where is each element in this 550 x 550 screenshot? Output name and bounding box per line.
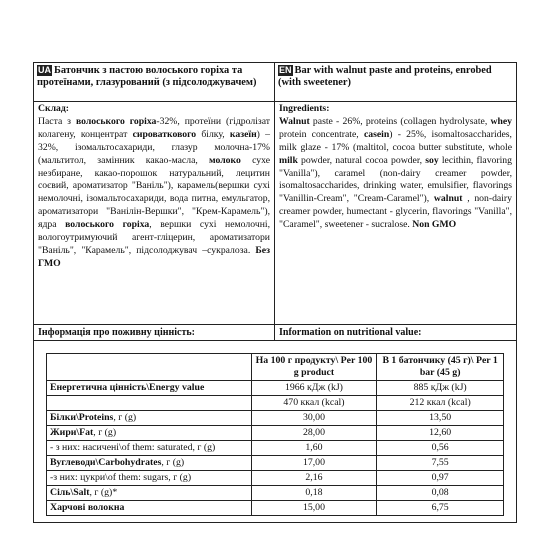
- value-per-100g: 28,00: [251, 426, 377, 441]
- nutrition-row-item: [47, 411, 504, 426]
- nutrient-label: [47, 501, 252, 516]
- nutrition-table: [46, 353, 504, 516]
- value-per-100g: 470 ккал (kcal): [251, 396, 377, 411]
- en-lang-badge: EN: [279, 65, 292, 75]
- nutrient-label: [47, 426, 252, 441]
- allergen-highlight: casein: [363, 128, 390, 140]
- nutrient-unit: -з них: цукри\of them: sugars, г (g): [50, 472, 192, 483]
- nutrient-label: [47, 486, 252, 501]
- allergen-highlight: казеїн: [229, 128, 257, 140]
- value-per-bar: 0,56: [377, 441, 504, 456]
- nutrient-name: Вуглеводи\Carbohydrates: [50, 457, 162, 468]
- nutrition-row-item: [47, 486, 504, 501]
- ua-ingredients: [34, 102, 275, 324]
- nutrient-unit: , г (g): [113, 412, 137, 423]
- value-per-bar: 885 кДж (kJ): [377, 381, 504, 396]
- label-sheet: [33, 62, 517, 523]
- per-bar-header: В 1 батончику (45 г)\ Per 1 bar (45 g): [377, 354, 504, 381]
- composition-segment: , вершки сухі немолочні, вологоутримуючий агент-гліцерин, ароматизатори "Ваніль", "Карамель", підсолоджувач –сукралоза.: [38, 219, 270, 256]
- nutrition-row-item: [47, 501, 504, 516]
- title-row: [34, 63, 516, 102]
- ua-title: Батончик з пастою волоського горіха та протеїнами, глазурований (з підсолоджувачем): [37, 65, 257, 89]
- nutrient-unit: , г (g): [93, 427, 117, 438]
- nutrient-name: Сіль\Salt: [50, 487, 90, 498]
- nutrient-name: Енергетична цінність\Energy value: [50, 382, 205, 393]
- value-per-100g: 30,00: [251, 411, 377, 426]
- nutrient-label: [47, 456, 252, 471]
- allergen-highlight: молоко: [209, 154, 241, 166]
- value-per-100g: 2,16: [251, 471, 377, 486]
- composition-segment: білку,: [196, 128, 230, 140]
- nutrition-row-item: [47, 471, 504, 486]
- ua-info-heading: Інформація про поживну цінність:: [34, 325, 275, 340]
- ua-title-cell: [34, 63, 275, 101]
- nutrition-row: [34, 341, 516, 522]
- nutrition-row-item: [47, 396, 504, 411]
- allergen-highlight: milk: [279, 154, 298, 166]
- en-composition-heading: Ingredients:: [279, 103, 330, 114]
- nutrition-header-blank: [47, 354, 252, 381]
- ingredients-row: [34, 102, 516, 325]
- nutrient-name: Білки\Proteins: [50, 412, 114, 423]
- composition-segment: ) – 32%, ізомальтосахариди, глазур молочна-17% (мальтитол, замінник какао-масла,: [38, 128, 270, 166]
- value-per-100g: 0,18: [251, 486, 377, 501]
- nutrient-label: [47, 441, 252, 456]
- nutrient-label: [47, 471, 252, 486]
- allergen-highlight: whey: [490, 115, 512, 127]
- nutrient-name: Жири\Fat: [50, 427, 94, 438]
- nutrient-unit: - з них: насичені\of them: saturated, г (g): [50, 442, 216, 453]
- composition-segment: protein concentrate,: [279, 128, 364, 140]
- composition-segment: paste - 26%, proteins (collagen hydrolysate,: [309, 115, 491, 127]
- value-per-100g: 17,00: [251, 456, 377, 471]
- composition-segment: ) - 25%, isomaltosaccharides, milk glaze - 17% (maltitol, cocoa butter substitute, whole: [279, 128, 512, 153]
- en-composition-text: [279, 116, 512, 232]
- allergen-highlight: Без ГМО: [38, 244, 270, 269]
- value-per-bar: 212 ккал (kcal): [377, 396, 504, 411]
- allergen-highlight: Non GMO: [412, 219, 457, 231]
- nutrition-header-row: [47, 354, 504, 381]
- en-ingredients: [275, 102, 516, 324]
- value-per-100g: 1966 кДж (kJ): [251, 381, 377, 396]
- allergen-highlight: Walnut: [279, 115, 310, 127]
- en-title: Bar with walnut paste and proteins, enrobed (with sweetener): [278, 65, 492, 89]
- allergen-highlight: волоського горіха: [75, 115, 157, 127]
- composition-segment: сухе незбиране, какао-порошок натуральний, лецитин соєвий, ароматизатор "Ваніль"), карамель(вершки сухі немолочні, ізомальтосахариди, вода питна, емульгатор, ароматизатори "Ванілін-Вершки", "Крем-Карамель"), ядра: [38, 154, 270, 231]
- composition-segment: Паста з: [38, 115, 76, 127]
- per-100g-header: На 100 г продукту\ Per 100 g product: [251, 354, 377, 381]
- info-heading-row: [34, 325, 516, 341]
- ua-composition-heading: Склад:: [38, 103, 69, 114]
- composition-segment: , non-dairy creamer powder, humectant - glycerin, flavorings "Vanilla", "Caramel", sweetener - sucralose.: [279, 193, 512, 231]
- nutrition-row-item: [47, 426, 504, 441]
- nutrient-unit: , г (g): [161, 457, 185, 468]
- value-per-bar: 7,55: [377, 456, 504, 471]
- value-per-100g: 15,00: [251, 501, 377, 516]
- nutrition-row-item: [47, 441, 504, 456]
- nutrition-row-item: [47, 381, 504, 396]
- en-info-heading: Information on nutritional value:: [279, 327, 422, 338]
- ua-composition-text: [38, 116, 270, 271]
- nutrition-row-item: [47, 456, 504, 471]
- allergen-highlight: волоського горіха: [65, 219, 150, 231]
- value-per-100g: 1,60: [251, 441, 377, 456]
- nutrient-label: [47, 396, 252, 411]
- value-per-bar: 13,50: [377, 411, 504, 426]
- nutrient-name: Харчові волокна: [50, 502, 125, 513]
- nutrient-label: [47, 381, 252, 396]
- allergen-highlight: soy: [425, 154, 439, 166]
- ua-lang-badge: UA: [38, 65, 51, 75]
- allergen-highlight: walnut: [433, 193, 463, 205]
- value-per-bar: 0,08: [377, 486, 504, 501]
- nutrient-label: [47, 411, 252, 426]
- composition-segment: powder, natural cocoa powder,: [297, 154, 426, 166]
- en-title-cell: [275, 63, 516, 101]
- value-per-bar: 0,97: [377, 471, 504, 486]
- composition-segment: -32%, протеїни (гідролізат колагену, концентрат: [38, 115, 270, 140]
- nutrition-area: [34, 341, 516, 522]
- composition-segment: lecithin, flavoring "Vanilla"), caramel (non-dairy creamer powder, isomaltosaccharides, drinking water, emulsifier, flavorings "Vanillin-Cream", "Cream-Caramel"),: [279, 154, 512, 205]
- value-per-bar: 6,75: [377, 501, 504, 516]
- allergen-highlight: сироваткового: [132, 128, 197, 140]
- nutrient-unit: , г (g)*: [89, 487, 118, 498]
- value-per-bar: 12,60: [377, 426, 504, 441]
